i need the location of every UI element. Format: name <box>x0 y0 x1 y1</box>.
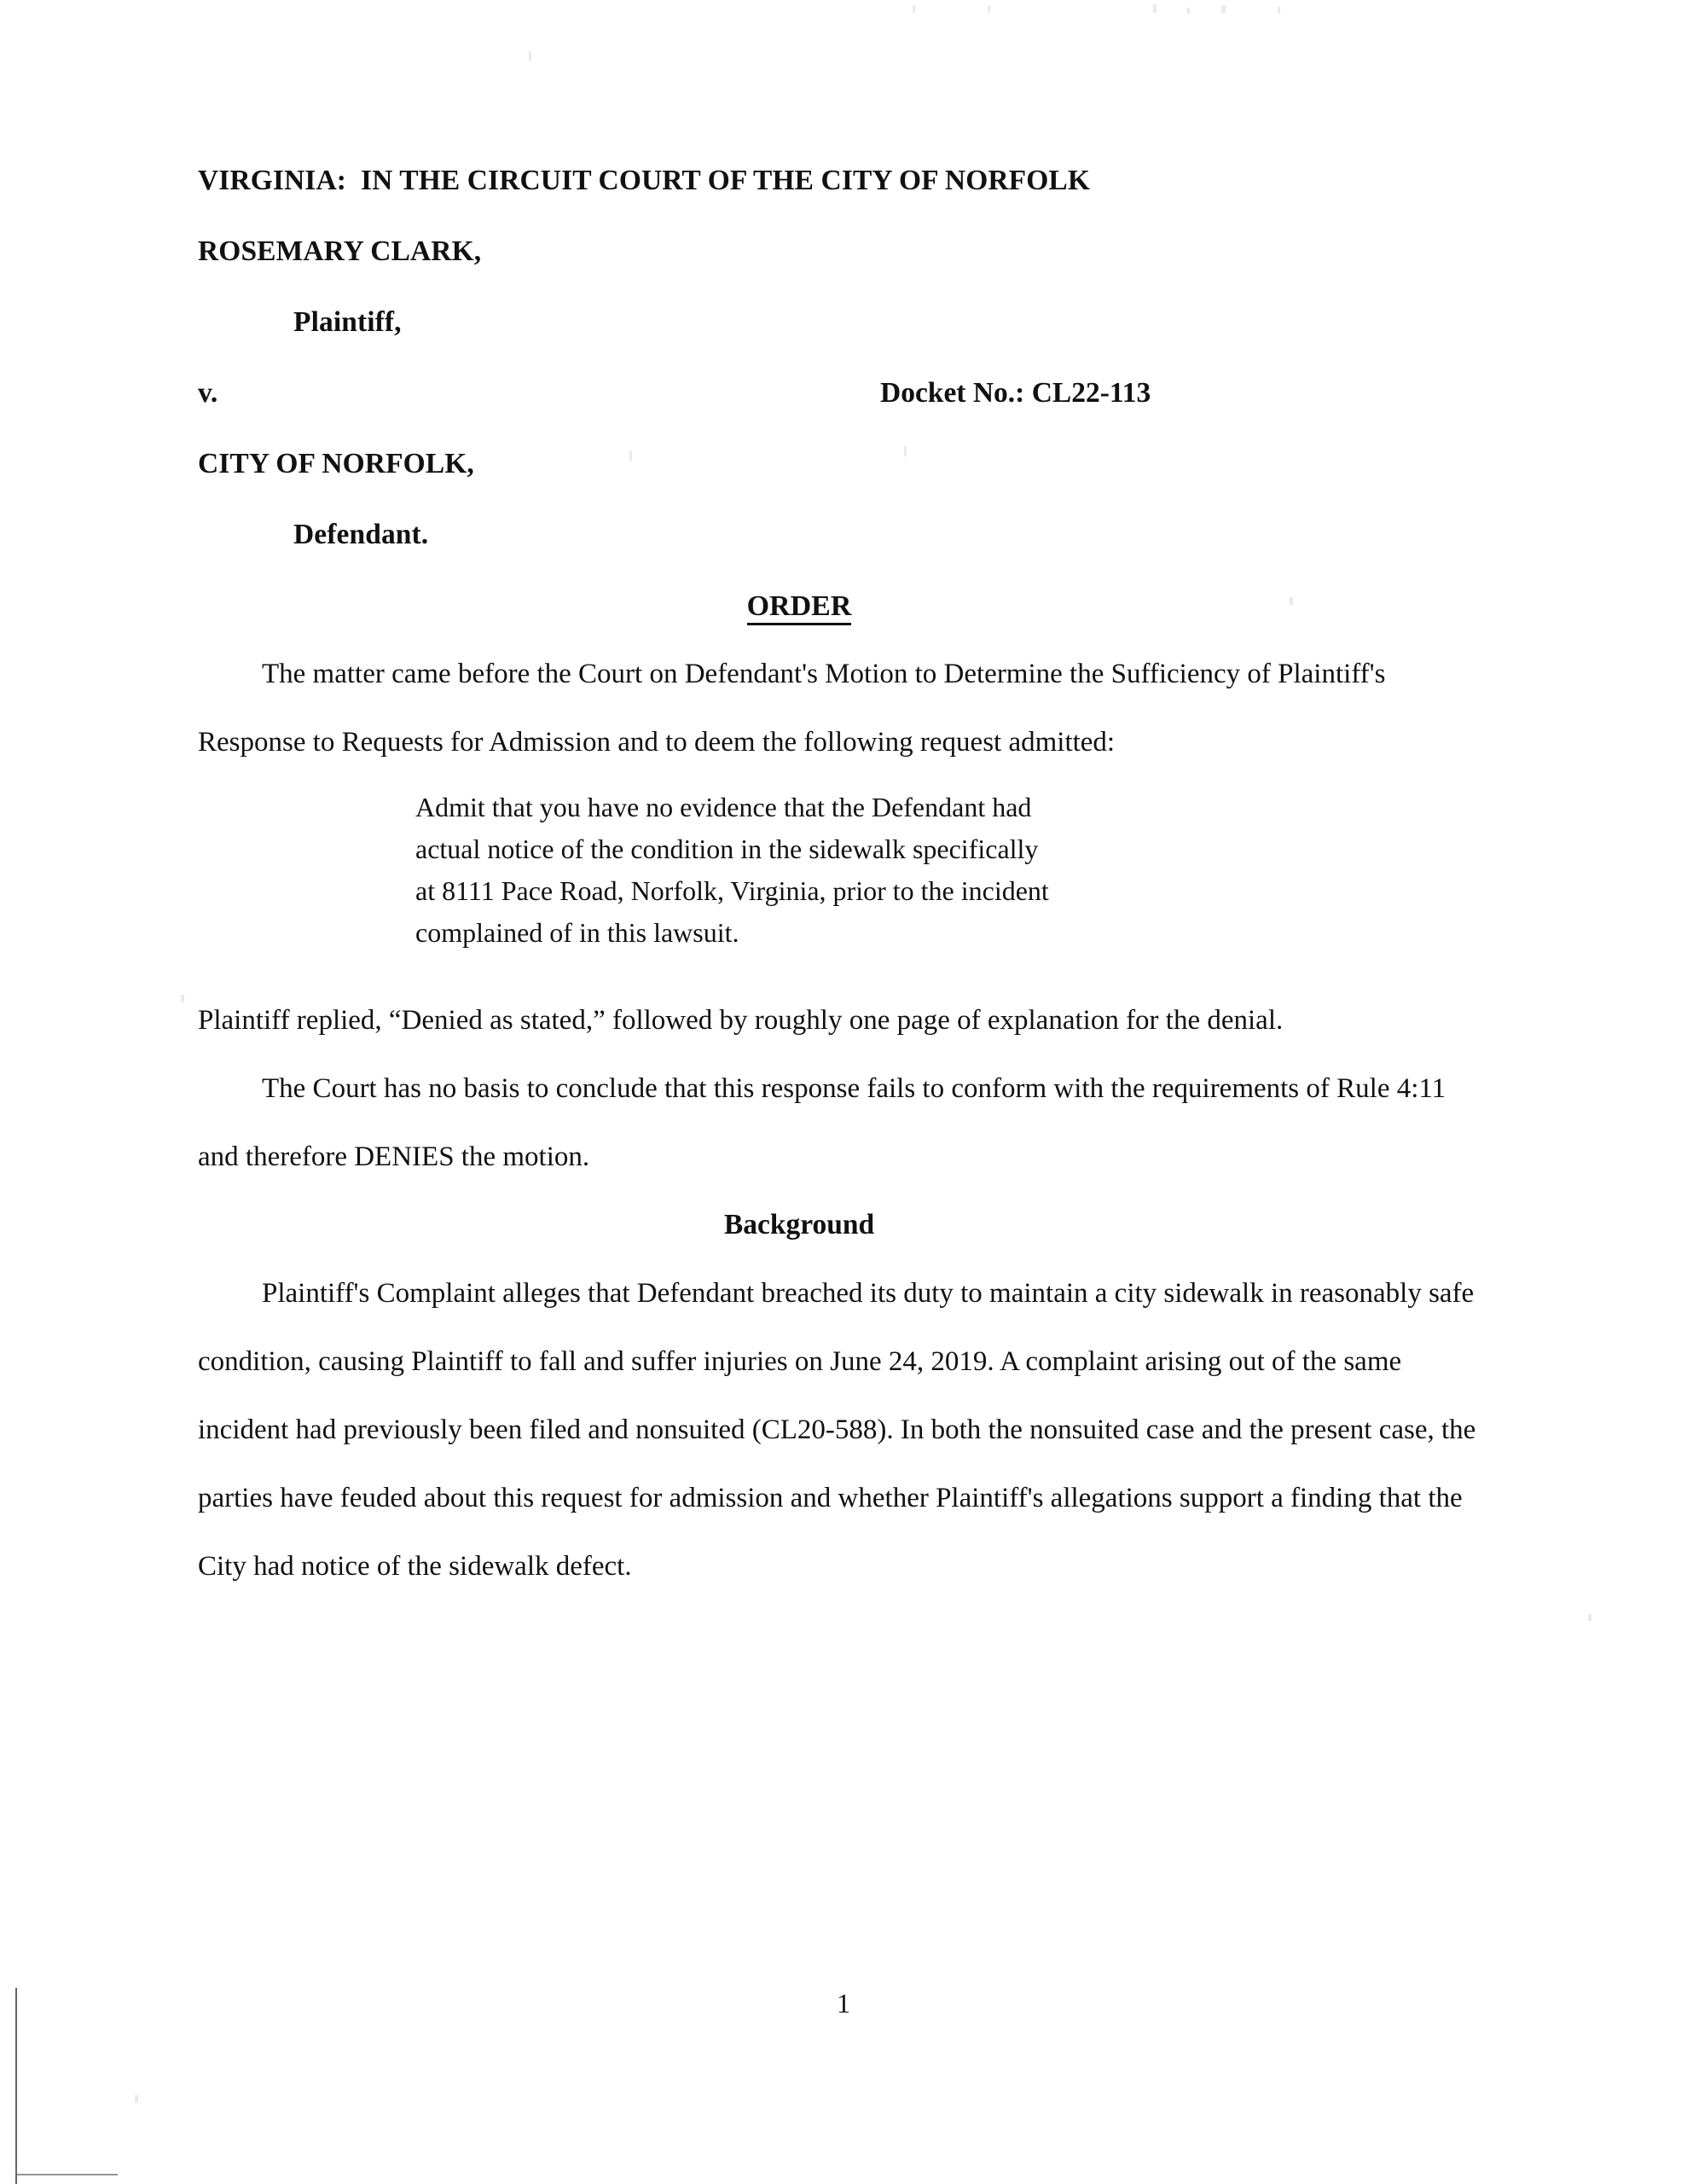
spacer <box>198 967 1486 986</box>
reply-paragraph <box>198 986 1486 1054</box>
scan-speck <box>181 995 184 1002</box>
order-heading-text: ORDER <box>747 590 852 625</box>
quote-line: actual notice of the condition in the sidewalk specifically <box>415 834 1039 864</box>
plaintiff-label: Plaintiff, <box>293 306 402 338</box>
scan-speck <box>529 51 531 61</box>
quote-line: Admit that you have no evidence that the Defendant had <box>415 792 1032 822</box>
scan-speck <box>988 6 990 13</box>
quote-line: complained of in this lawsuit. <box>415 917 739 948</box>
reply-paragraph-text: Plaintiff replied, “Denied as stated,” followed by roughly one page of explanation for the denial. <box>198 1005 1284 1036</box>
background-paragraph <box>198 1259 1486 1600</box>
scan-speck <box>1588 1614 1591 1621</box>
ruling-paragraph-text: The Court has no basis to conclude that this response fails to conform with the requirements of Rule 4:11 and therefore DENIES the motion. <box>198 1073 1446 1172</box>
defendant-label: Defendant. <box>293 519 429 550</box>
versus-label: v. <box>198 377 218 409</box>
scan-speck <box>135 2095 138 2103</box>
scan-speck <box>1221 5 1226 13</box>
court-caption-line: VIRGINIA: IN THE CIRCUIT COURT OF THE CITY OF NORFOLK <box>198 165 1090 196</box>
scan-speck <box>1278 7 1280 14</box>
scan-speck <box>1187 8 1190 14</box>
page-number: 1 <box>837 1988 850 2018</box>
intro-paragraph <box>198 640 1486 776</box>
plaintiff-name: ROSEMARY CLARK, <box>198 235 482 267</box>
scan-speck <box>1153 4 1157 13</box>
order-heading <box>113 573 1486 640</box>
document-body <box>198 145 1486 1600</box>
background-heading: Background <box>723 1209 875 1240</box>
scan-speck <box>913 5 915 13</box>
versus-and-docket-row <box>198 357 1486 428</box>
quote-line: at 8111 Pace Road, Norfolk, Virginia, prior to the incident <box>415 875 1049 906</box>
ruling-paragraph <box>198 1054 1486 1191</box>
intro-paragraph-text: The matter came before the Court on Defendant's Motion to Determine the Sufficiency of Plaintiff's Response to Requests for Admission and to deem the following request admitted: <box>198 659 1386 758</box>
request-for-admission-quote <box>415 787 1311 954</box>
background-paragraph-text: Plaintiff's Complaint alleges that Defendant breached its duty to maintain a city sidewalk in reasonably safe condition, causing Plaintiff to fall and suffer injuries on June 24, 2019. A complaint arising out of the same incident had previously been filed and nonsuited (CL20-588). In both the nonsuited case and the present case, the parties have feuded about this request for admission and whether Plaintiff's allegations support a finding that the City had notice of the sidewalk defect. <box>198 1278 1476 1582</box>
defendant-name: CITY OF NORFOLK, <box>198 448 474 479</box>
scan-edge-foot-artifact <box>15 2174 118 2175</box>
docket-number: Docket No.: CL22-113 <box>880 377 1151 409</box>
